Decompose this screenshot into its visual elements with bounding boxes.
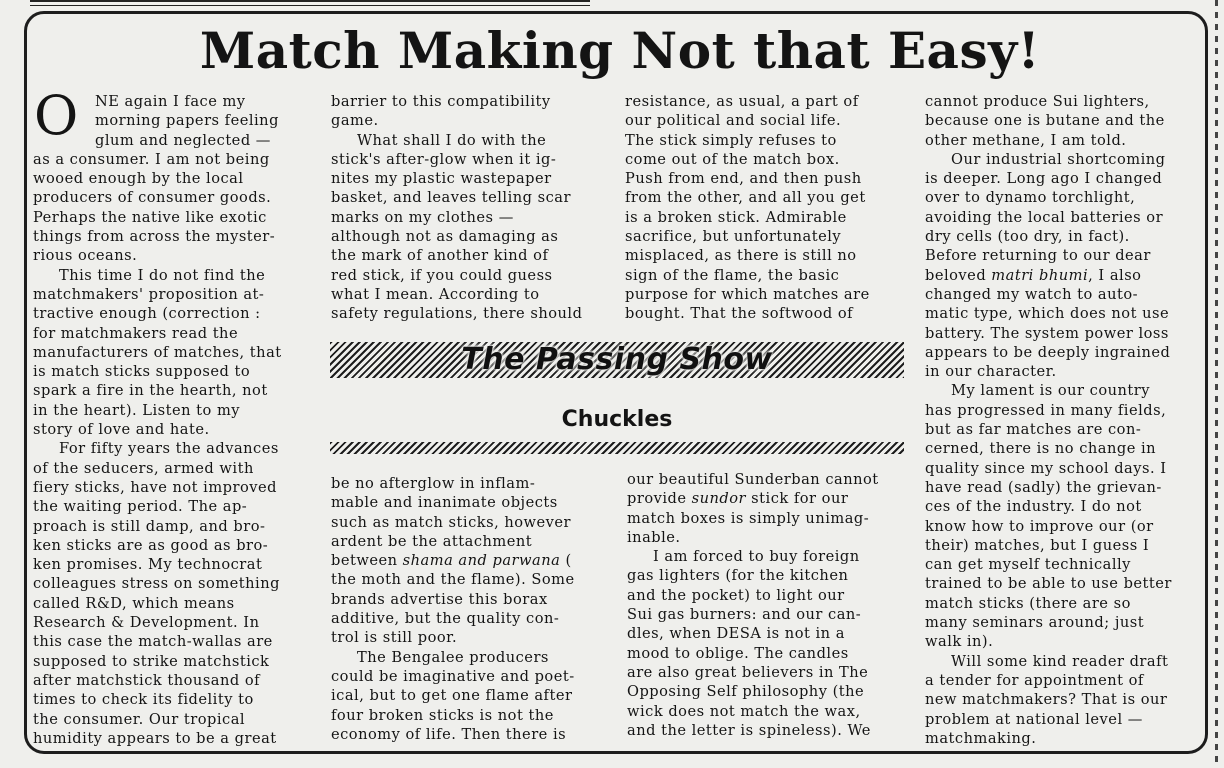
text-line: proach is still damp, and bro- xyxy=(33,517,266,535)
text-line: The Bengalee producers xyxy=(357,648,549,666)
text-line: their) matches, but I guess I xyxy=(925,536,1150,554)
text-line: rious oceans. xyxy=(33,247,138,265)
text-line: My lament is our country xyxy=(951,382,1151,400)
text-line: ardent be the attachment xyxy=(331,532,533,550)
text-line: brands advertise this borax xyxy=(331,590,548,608)
text-line: I am forced to buy foreign xyxy=(653,548,860,566)
text-line: This time I do not find the xyxy=(59,266,266,284)
text-line: dles, when DESA is not in a xyxy=(627,625,845,643)
text-line: called R&D, which means xyxy=(33,594,235,612)
text-line: spark a fire in the hearth, not xyxy=(33,382,268,400)
text-line: and the letter is spineless). We xyxy=(627,721,871,739)
text-line: of the seducers, armed with xyxy=(33,459,254,477)
text-line: economy of life. Then there is xyxy=(331,725,567,743)
text-line: after matchstick thousand of xyxy=(33,671,261,689)
text-line: matchmaking. xyxy=(925,729,1037,747)
text-line: red stick, if you could guess xyxy=(331,266,553,284)
text-line: other methane, I am told. xyxy=(925,131,1127,149)
text-line: ical, but to get one flame after xyxy=(331,687,573,705)
text-line: Opposing Self philosophy (the xyxy=(627,683,865,701)
text-line: ces of the industry. I do not xyxy=(925,498,1142,516)
text-line: sacrifice, but unfortunately xyxy=(625,228,842,246)
text-span: between xyxy=(331,552,403,570)
column-1 xyxy=(33,92,301,748)
text-line: colleagues stress on something xyxy=(33,575,280,593)
text-line: know how to improve our (or xyxy=(925,517,1154,535)
text-span: , I also xyxy=(1088,266,1142,284)
text-line: producers of consumer goods. xyxy=(33,189,272,207)
top-rule xyxy=(30,0,590,6)
text-line: for matchmakers read the xyxy=(33,324,239,342)
column-3-bottom xyxy=(627,470,897,740)
text-line: sign of the flame, the basic xyxy=(625,266,840,284)
text-line: is a broken stick. Admirable xyxy=(625,208,847,226)
text-line: morning papers feeling xyxy=(95,112,279,130)
text-line: could be imaginative and poet- xyxy=(331,667,575,685)
text-line: four broken sticks is not the xyxy=(331,706,554,724)
text-line: the mark of another kind of xyxy=(331,247,549,265)
text-span: provide xyxy=(627,490,692,508)
text-line: the moth and the flame). Some xyxy=(331,571,575,589)
text-line: and the pocket) to light our xyxy=(627,586,845,604)
text-line: wick does not match the wax, xyxy=(627,702,861,720)
text-line xyxy=(331,551,599,570)
column-subhead: Chuckles xyxy=(561,407,673,432)
text-line: appears to be deeply ingrained xyxy=(925,343,1171,361)
text-line: Perhaps the native like exotic xyxy=(33,208,267,226)
text-line: problem at national level — xyxy=(925,710,1143,728)
text-line: mable and inanimate objects xyxy=(331,494,558,512)
text-line: game. xyxy=(331,112,379,130)
text-line: trained to be able to use better xyxy=(925,575,1172,593)
text-line: fiery sticks, have not improved xyxy=(33,478,278,496)
text-line: ken promises. My technocrat xyxy=(33,556,263,574)
text-line: our political and social life. xyxy=(625,112,842,130)
text-line: What shall I do with the xyxy=(357,131,547,149)
text-line: cannot produce Sui lighters, xyxy=(925,93,1150,110)
text-line: additive, but the quality con- xyxy=(331,610,560,628)
italic-phrase: matri bhumi xyxy=(991,266,1089,284)
text-line: purpose for which matches are xyxy=(625,285,870,303)
text-line: tractive enough (correction : xyxy=(33,305,261,323)
text-line: wooed enough by the local xyxy=(33,170,244,188)
italic-phrase: sundor xyxy=(691,490,747,508)
column-4 xyxy=(925,92,1193,748)
text-line: walk in). xyxy=(925,633,994,651)
text-line: basket, and leaves telling scar xyxy=(331,189,571,207)
text-line: the consumer. Our tropical xyxy=(33,710,246,728)
text-line: dry cells (too dry, in fact). xyxy=(925,228,1130,246)
text-line: humidity appears to be a great xyxy=(33,729,277,747)
text-line: For fifty years the advances xyxy=(59,440,279,458)
text-span: ( xyxy=(560,552,572,570)
text-line: can get myself technically xyxy=(925,556,1131,574)
text-line: because one is butane and the xyxy=(925,112,1165,130)
text-line: is deeper. Long ago I changed xyxy=(925,170,1163,188)
text-line: this case the match-wallas are xyxy=(33,633,273,651)
text-line: our beautiful Sunderban cannot xyxy=(627,471,879,488)
text-line: NE again I face my xyxy=(95,93,246,110)
text-line: although not as damaging as xyxy=(331,228,559,246)
text-line: quality since my school days. I xyxy=(925,459,1167,477)
text-line: Our industrial shortcoming xyxy=(951,150,1166,168)
text-line xyxy=(925,266,1193,285)
text-line: things from across the myster- xyxy=(33,228,276,246)
text-line: many seminars around; just xyxy=(925,614,1145,632)
hatch-rule xyxy=(330,442,904,454)
page-edge xyxy=(1215,0,1218,768)
column-3-top xyxy=(625,92,895,324)
text-line: gas lighters (for the kitchen xyxy=(627,567,849,585)
text-line: misplaced, as there is still no xyxy=(625,247,857,265)
text-span: beloved xyxy=(925,266,992,284)
text-line: matchmakers' proposition at- xyxy=(33,285,265,303)
column-2-bottom xyxy=(331,474,599,744)
text-line: barrier to this compatibility xyxy=(331,93,551,110)
text-line: match sticks (there are so xyxy=(925,594,1131,612)
text-line: Will some kind reader draft xyxy=(951,652,1169,670)
text-line: stick's after-glow when it ig- xyxy=(331,150,557,168)
text-line: new matchmakers? That is our xyxy=(925,691,1168,709)
text-line: the waiting period. The ap- xyxy=(33,498,248,516)
text-line: manufacturers of matches, that xyxy=(33,343,282,361)
text-line: Push from end, and then push xyxy=(625,170,862,188)
text-line: be no afterglow in inflam- xyxy=(331,475,536,492)
text-line: are also great believers in The xyxy=(627,663,869,681)
text-line: battery. The system power loss xyxy=(925,324,1169,342)
text-line: mood to oblige. The candles xyxy=(627,644,849,662)
text-line: has progressed in many fields, xyxy=(925,401,1167,419)
text-line: marks on my clothes — xyxy=(331,208,514,226)
text-line: over to dynamo torchlight, xyxy=(925,189,1136,207)
text-line: in the heart). Listen to my xyxy=(33,401,241,419)
text-line: times to check its fidelity to xyxy=(33,691,254,709)
text-line: glum and neglected — xyxy=(95,131,271,149)
text-line: story of love and hate. xyxy=(33,421,210,439)
text-line: trol is still poor. xyxy=(331,629,458,647)
drop-cap: O xyxy=(34,84,79,147)
text-line: Research & Development. In xyxy=(33,614,260,632)
text-line: but as far matches are con- xyxy=(925,421,1142,439)
text-line: supposed to strike matchstick xyxy=(33,652,270,670)
text-line: from the other, and all you get xyxy=(625,189,866,207)
text-line: match boxes is simply unimag- xyxy=(627,509,870,527)
text-line: have read (sadly) the grievan- xyxy=(925,478,1162,496)
text-line: cerned, there is no change in xyxy=(925,440,1157,458)
text-span: stick for our xyxy=(746,490,849,508)
text-line: such as match sticks, however xyxy=(331,513,572,531)
text-line: as a consumer. I am not being xyxy=(33,150,270,168)
text-line: a tender for appointment of xyxy=(925,671,1144,689)
text-line: resistance, as usual, a part of xyxy=(625,93,859,110)
text-line: safety regulations, there should xyxy=(331,305,583,323)
text-line: in our character. xyxy=(925,363,1057,381)
text-line: Sui gas burners: and our can- xyxy=(627,606,862,624)
text-line: bought. That the softwood of xyxy=(625,305,854,323)
text-line: Before returning to our dear xyxy=(925,247,1151,265)
text-line: is match sticks supposed to xyxy=(33,363,251,381)
text-line: what I mean. According to xyxy=(331,285,540,303)
column-banner-title: The Passing Show xyxy=(461,342,773,377)
text-line: changed my watch to auto- xyxy=(925,285,1139,303)
text-line: matic type, which does not use xyxy=(925,305,1170,323)
headline: Match Making Not that Easy! xyxy=(199,21,1041,80)
text-line: avoiding the local batteries or xyxy=(925,208,1164,226)
text-line xyxy=(627,489,897,508)
text-line: The stick simply refuses to xyxy=(625,131,837,149)
text-line: ken sticks are as good as bro- xyxy=(33,536,269,554)
text-line: come out of the match box. xyxy=(625,150,840,168)
text-line: nites my plastic wastepaper xyxy=(331,170,552,188)
italic-phrase: shama and parwana xyxy=(402,552,561,570)
text-line: inable. xyxy=(627,528,681,546)
column-2-top xyxy=(331,92,599,324)
